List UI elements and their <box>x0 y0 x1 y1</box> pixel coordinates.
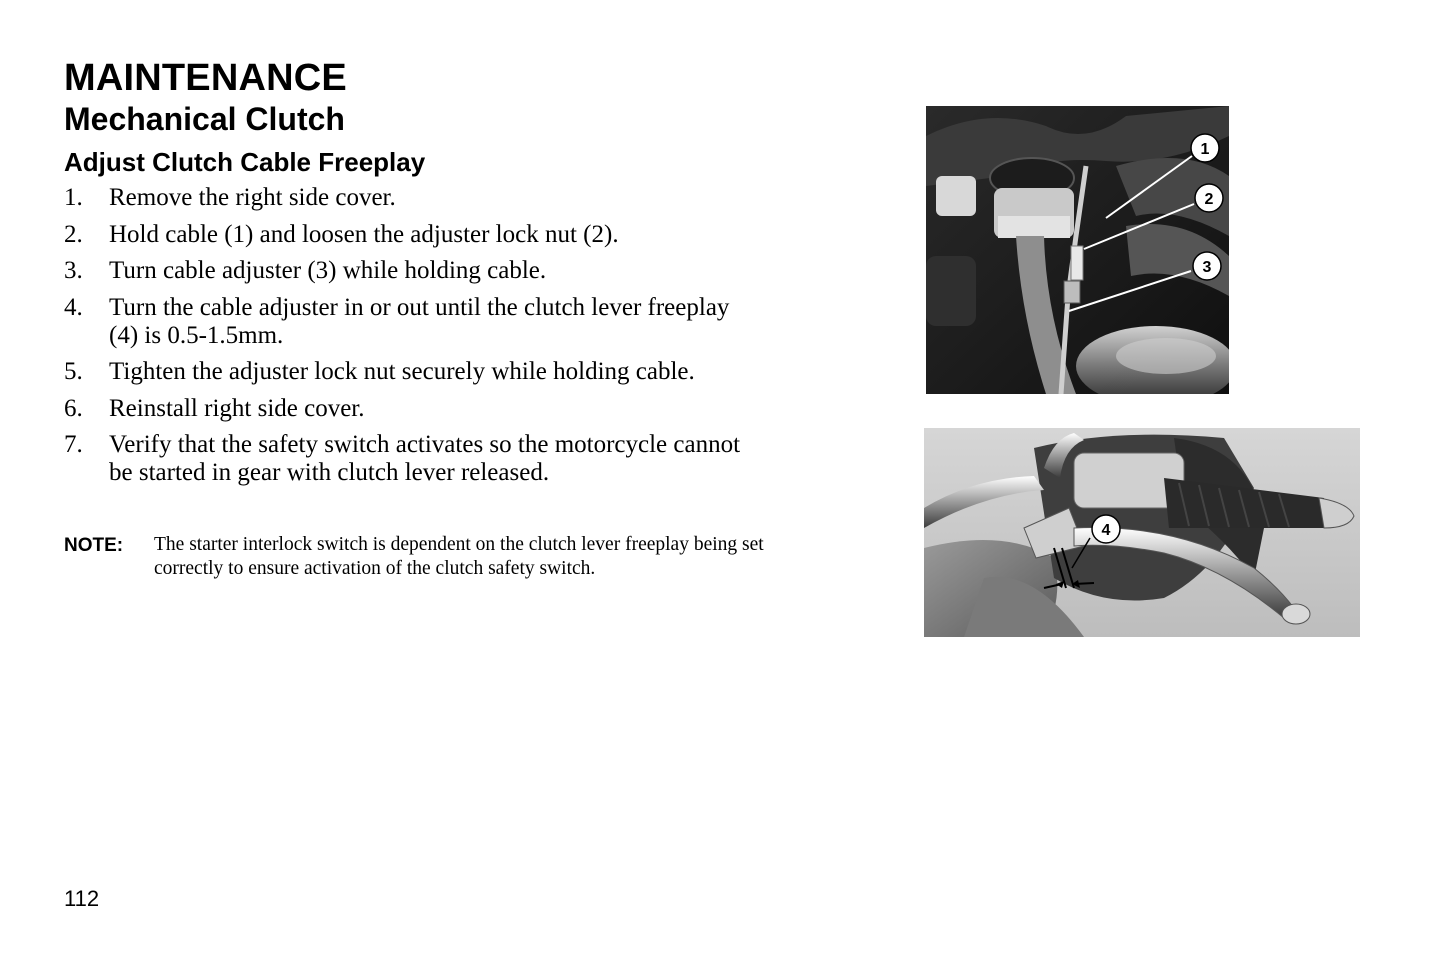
cable-adjuster-photo <box>926 106 1229 394</box>
step-text: Hold cable (1) and loosen the adjuster lock nut (2). <box>109 220 619 248</box>
callout-2 <box>1195 184 1223 212</box>
step-number: 1. <box>64 184 83 211</box>
step-text: Turn the cable adjuster in or out until the clutch lever freeplay (4) is 0.5-1.5mm. <box>109 293 730 349</box>
clutch-lever-photo <box>924 428 1360 637</box>
list-item <box>64 257 764 285</box>
step-text: Remove the right side cover. <box>109 184 396 211</box>
step-number: 4. <box>64 293 83 321</box>
step-text: Verify that the safety switch activates so the motorcycle cannot be started in gear with clutch lever released. <box>109 431 741 486</box>
svg-text:3: 3 <box>1202 259 1212 276</box>
note-text: The starter interlock switch is dependent on the clutch lever freeplay being set correctly to ensure activation of the clutch safety switch. <box>154 534 764 579</box>
list-item <box>64 184 764 212</box>
list-item <box>64 221 764 249</box>
note-label: NOTE: <box>64 535 124 556</box>
step-number: 2. <box>64 220 83 248</box>
section-heading: MAINTENANCE <box>64 57 347 99</box>
step-number: 5. <box>64 358 83 385</box>
page-number: 112 <box>64 886 100 911</box>
list-item <box>64 294 764 350</box>
clutch-lever-illustration <box>924 428 1360 637</box>
callout-3 <box>1193 252 1221 280</box>
callout-4 <box>1092 515 1120 543</box>
step-number: 6. <box>64 394 83 422</box>
note-block <box>64 533 784 581</box>
procedure-heading: Adjust Clutch Cable Freeplay <box>64 147 426 177</box>
svg-text:2: 2 <box>1204 191 1214 208</box>
list-item <box>64 431 764 487</box>
svg-text:1: 1 <box>1200 141 1210 158</box>
procedure-steps <box>64 184 764 496</box>
step-number: 3. <box>64 257 83 284</box>
cable-adjuster-illustration <box>926 106 1229 394</box>
step-number: 7. <box>64 431 83 458</box>
list-item <box>64 358 764 386</box>
step-text: Tighten the adjuster lock nut securely while holding cable. <box>109 358 695 385</box>
page-title: Mechanical Clutch <box>64 101 345 137</box>
list-item <box>64 395 764 423</box>
svg-text:4: 4 <box>1101 522 1111 539</box>
callout-1 <box>1191 134 1219 162</box>
step-text: Reinstall right side cover. <box>109 394 365 422</box>
step-text: Turn cable adjuster (3) while holding cable. <box>109 257 547 284</box>
